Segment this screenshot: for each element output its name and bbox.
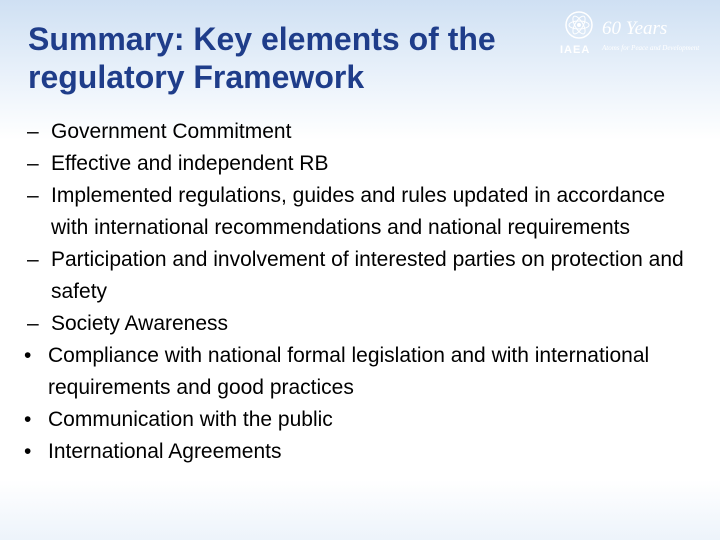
list-item-text: Government Commitment xyxy=(51,120,292,143)
dash-marker: – xyxy=(27,120,39,143)
bullet-marker: • xyxy=(24,440,32,463)
dash-marker: – xyxy=(27,248,39,271)
dash-marker: – xyxy=(27,312,39,335)
list-item-text: Society Awareness xyxy=(51,312,229,335)
list-item-text: Compliance with national formal legislation and with international requirements and good practices xyxy=(48,344,650,399)
list-item-text: Effective and independent RB xyxy=(51,152,329,175)
background-gradient xyxy=(0,480,720,540)
list-item-text: Participation and involvement of interested parties on protection and safety xyxy=(51,248,684,303)
slide-title: Summary: Key elements of the regulatory Framework xyxy=(28,21,496,95)
list-item xyxy=(0,404,700,436)
list-item xyxy=(0,180,700,244)
logo-org-name: IAEA xyxy=(560,44,591,56)
list-item xyxy=(0,116,700,148)
dash-marker: – xyxy=(27,184,39,207)
list-item xyxy=(0,436,700,468)
list-item-text: International Agreements xyxy=(48,440,282,463)
list-item xyxy=(0,148,700,180)
list-item-text: Implemented regulations, guides and rules updated in accordance with international recommendations and national requirements xyxy=(51,184,666,239)
list-item xyxy=(0,244,700,308)
bullet-marker: • xyxy=(24,408,32,431)
key-elements-list xyxy=(0,116,720,468)
list-item xyxy=(0,340,700,404)
iaea-emblem-icon xyxy=(564,10,594,40)
bullet-marker: • xyxy=(24,344,32,367)
list-item-text: Communication with the public xyxy=(48,408,333,431)
iaea-logo xyxy=(560,8,710,60)
list-item xyxy=(0,308,700,340)
logo-tagline: Atoms for Peace and Development xyxy=(602,44,700,52)
dash-marker: – xyxy=(27,152,39,175)
logo-anniversary: 60 Years xyxy=(602,18,668,39)
